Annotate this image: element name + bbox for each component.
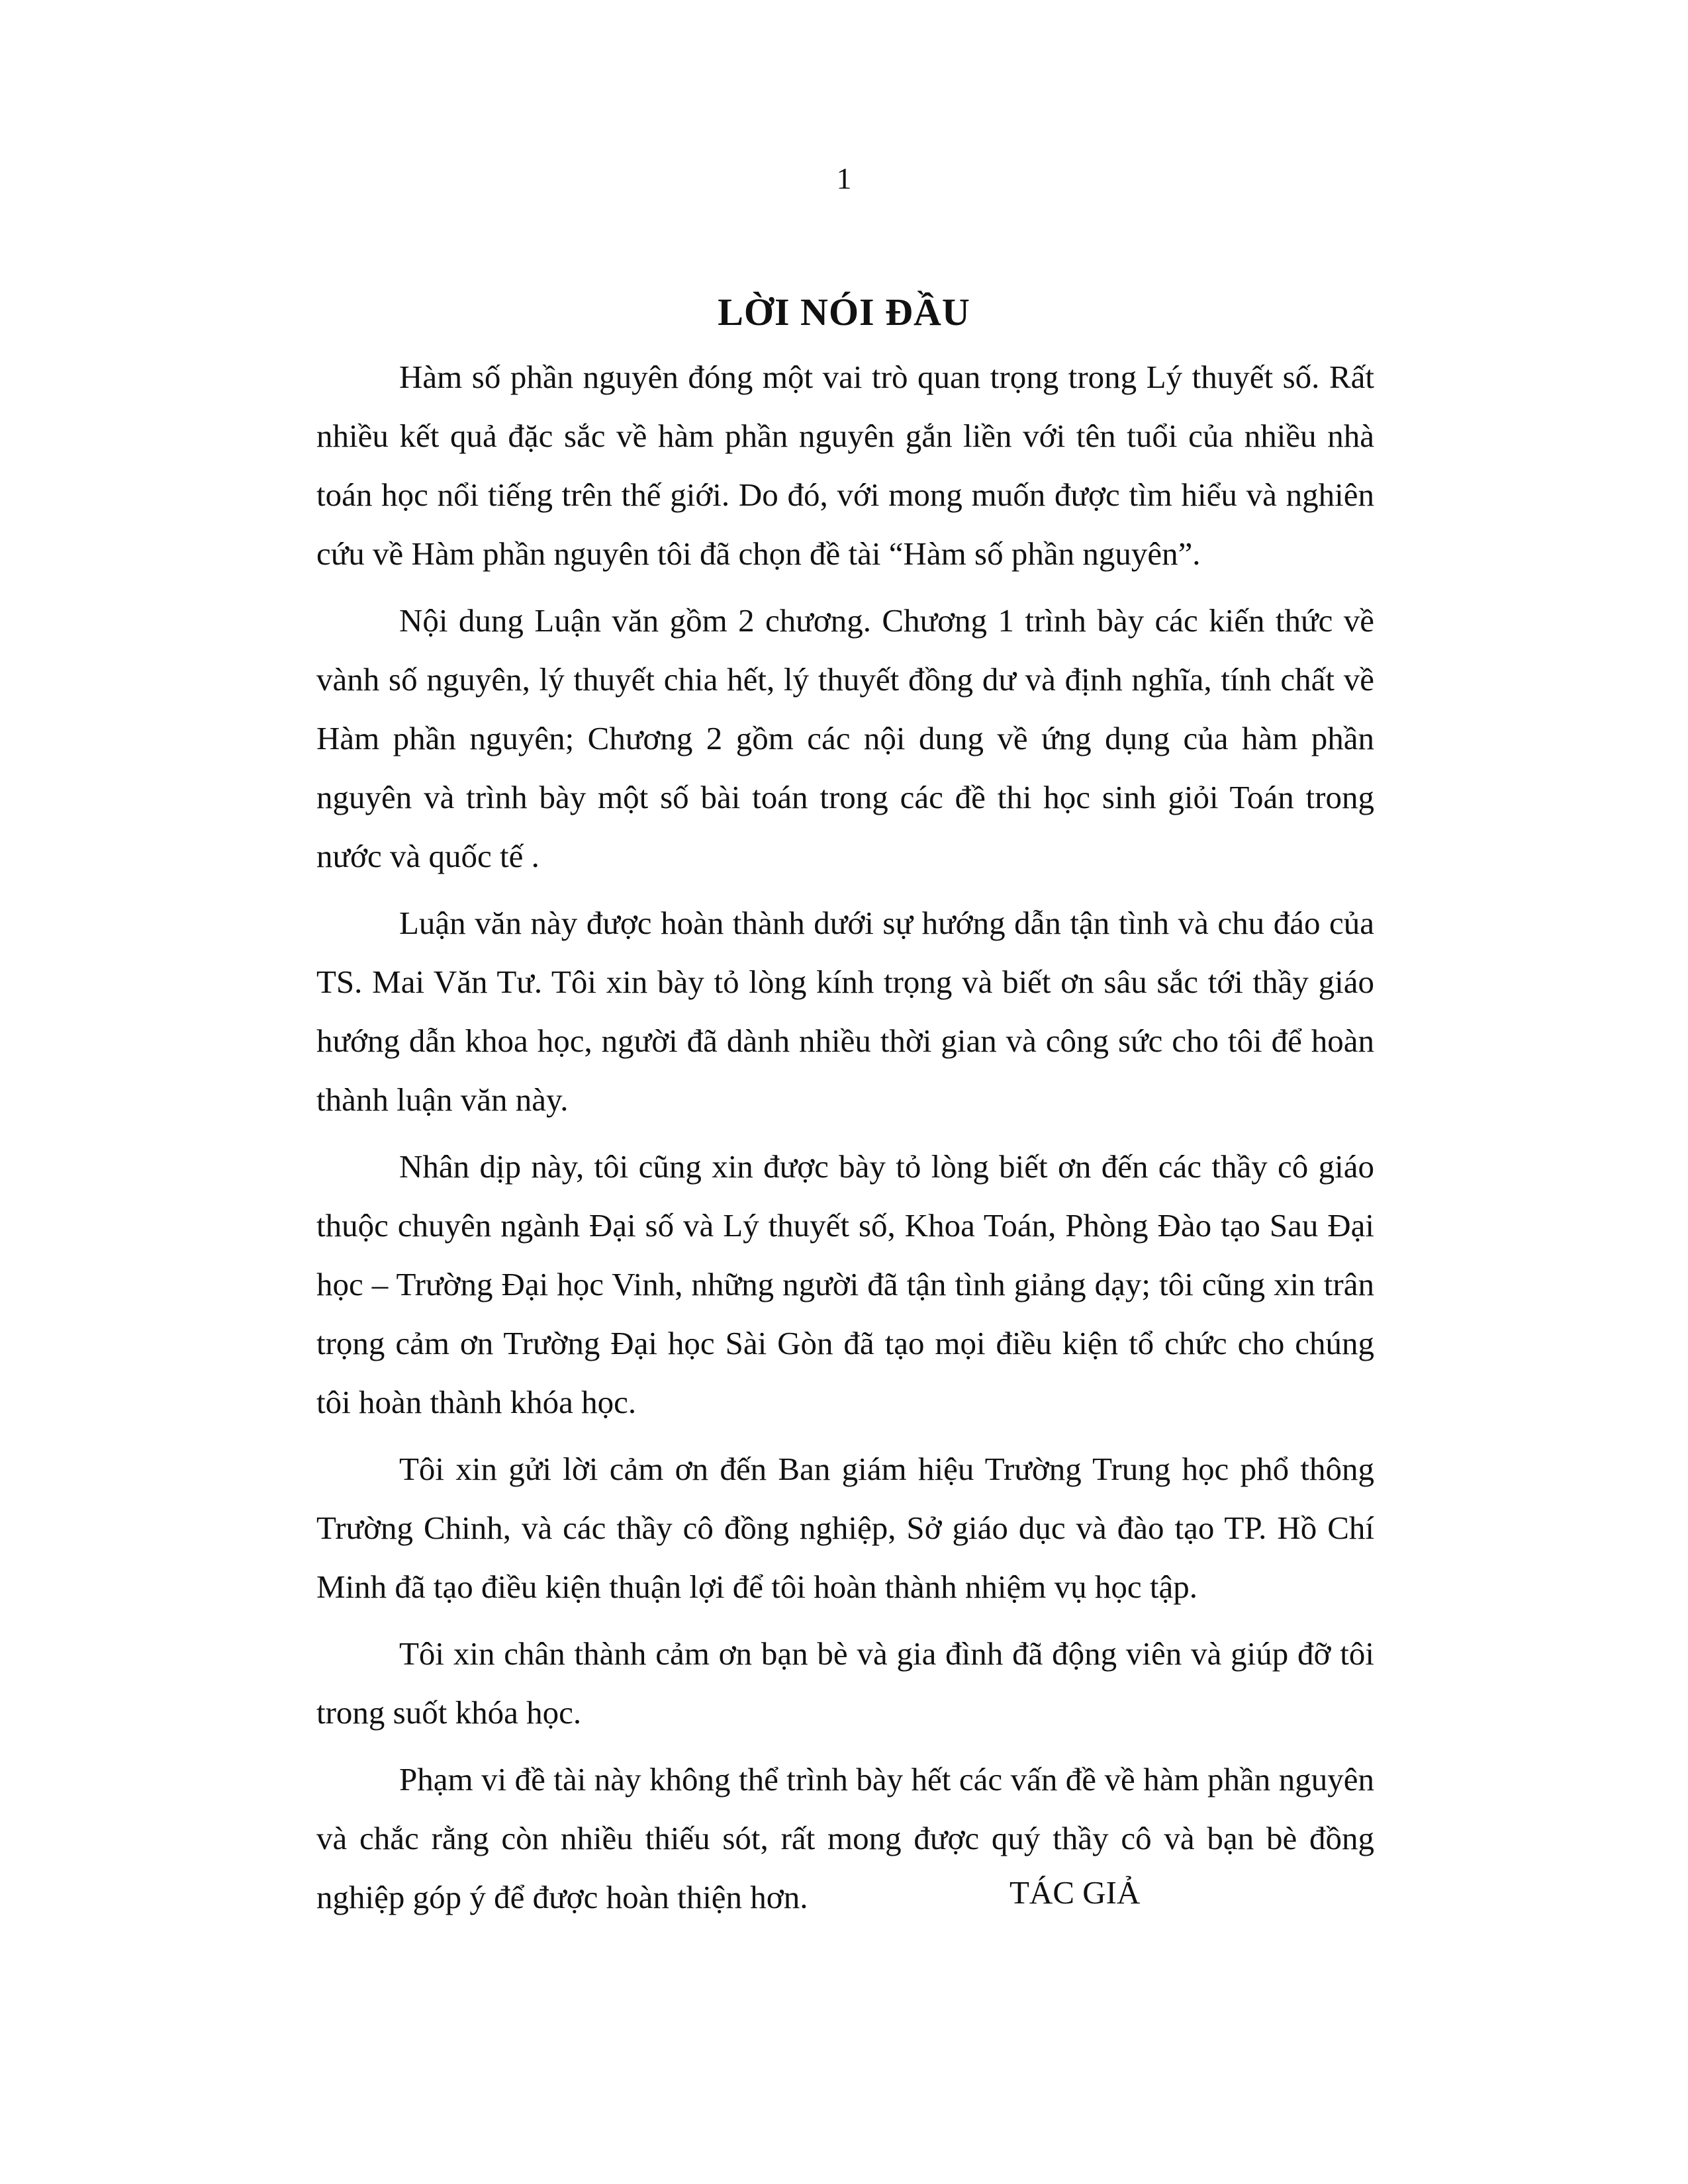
paragraph-faculty-thanks: Nhân dịp này, tôi cũng xin được bày tỏ lòng biết ơn đến các thầy cô giáo thuộc chuyên ngành Đại số và Lý thuyết số, Khoa Toán, Phòng Đào tạo Sau Đại học – Trường Đại học Vinh, những người đã tận tình giảng dạy; tôi cũng xin trân trọng cảm ơn Trường Đại học Sài Gòn đã tạo mọi điều kiện tổ chức cho chúng tôi hoàn thành khóa học.: [316, 1148, 1374, 1420]
paragraph-school-thanks: Tôi xin gửi lời cảm ơn đến Ban giám hiệu Trường Trung học phổ thông Trường Chinh, và các thầy cô đồng nghiệp, Sở giáo dục và đào tạo TP. Hồ Chí Minh đã tạo điều kiện thuận lợi để tôi hoàn thành nhiệm vụ học tập.: [316, 1451, 1374, 1605]
paragraph-family-thanks: Tôi xin chân thành cảm ơn bạn bè và gia đình đã động viên và giúp đỡ tôi trong suốt khóa học.: [316, 1635, 1374, 1731]
page-number: 1: [836, 161, 852, 195]
page-title: LỜI NÓI ĐẦU: [718, 291, 970, 334]
author-signature: TÁC GIẢ: [1009, 1874, 1141, 1911]
paragraph-thesis-content: Nội dung Luận văn gồm 2 chương. Chương 1 trình bày các kiến thức về vành số nguyên, lý thuyết chia hết, lý thuyết đồng dư và định nghĩa, tính chất về Hàm phần nguyên; Chương 2 gồm các nội dung về ứng dụng của hàm phần nguyên và trình bày một số bài toán trong các đề thi học sinh giỏi Toán trong nước và quốc tế .: [316, 602, 1374, 874]
document-body: [316, 347, 1374, 1934]
paragraph-introduction: Hàm số phần nguyên đóng một vai trò quan trọng trong Lý thuyết số. Rất nhiều kết quả đặc sắc về hàm phần nguyên gắn liền với tên tuổi của nhiều nhà toán học nổi tiếng trên thế giới. Do đó, với mong muốn được tìm hiểu và nghiên cứu về Hàm phần nguyên tôi đã chọn đề tài “Hàm số phần nguyên”.: [316, 359, 1374, 572]
paragraph-advisor-thanks: Luận văn này được hoàn thành dưới sự hướng dẫn tận tình và chu đáo của TS. Mai Văn Tư. Tôi xin bày tỏ lòng kính trọng và biết ơn sâu sắc tới thầy giáo hướng dẫn khoa học, người đã dành nhiều thời gian và công sức cho tôi để hoàn thành luận văn này.: [316, 905, 1374, 1118]
paragraph-limitations: Phạm vi đề tài này không thể trình bày hết các vấn đề về hàm phần nguyên và chắc rằng còn nhiều thiếu sót, rất mong được quý thầy cô và bạn bè đồng nghiệp góp ý để được hoàn thiện hơn.: [316, 1761, 1374, 1915]
